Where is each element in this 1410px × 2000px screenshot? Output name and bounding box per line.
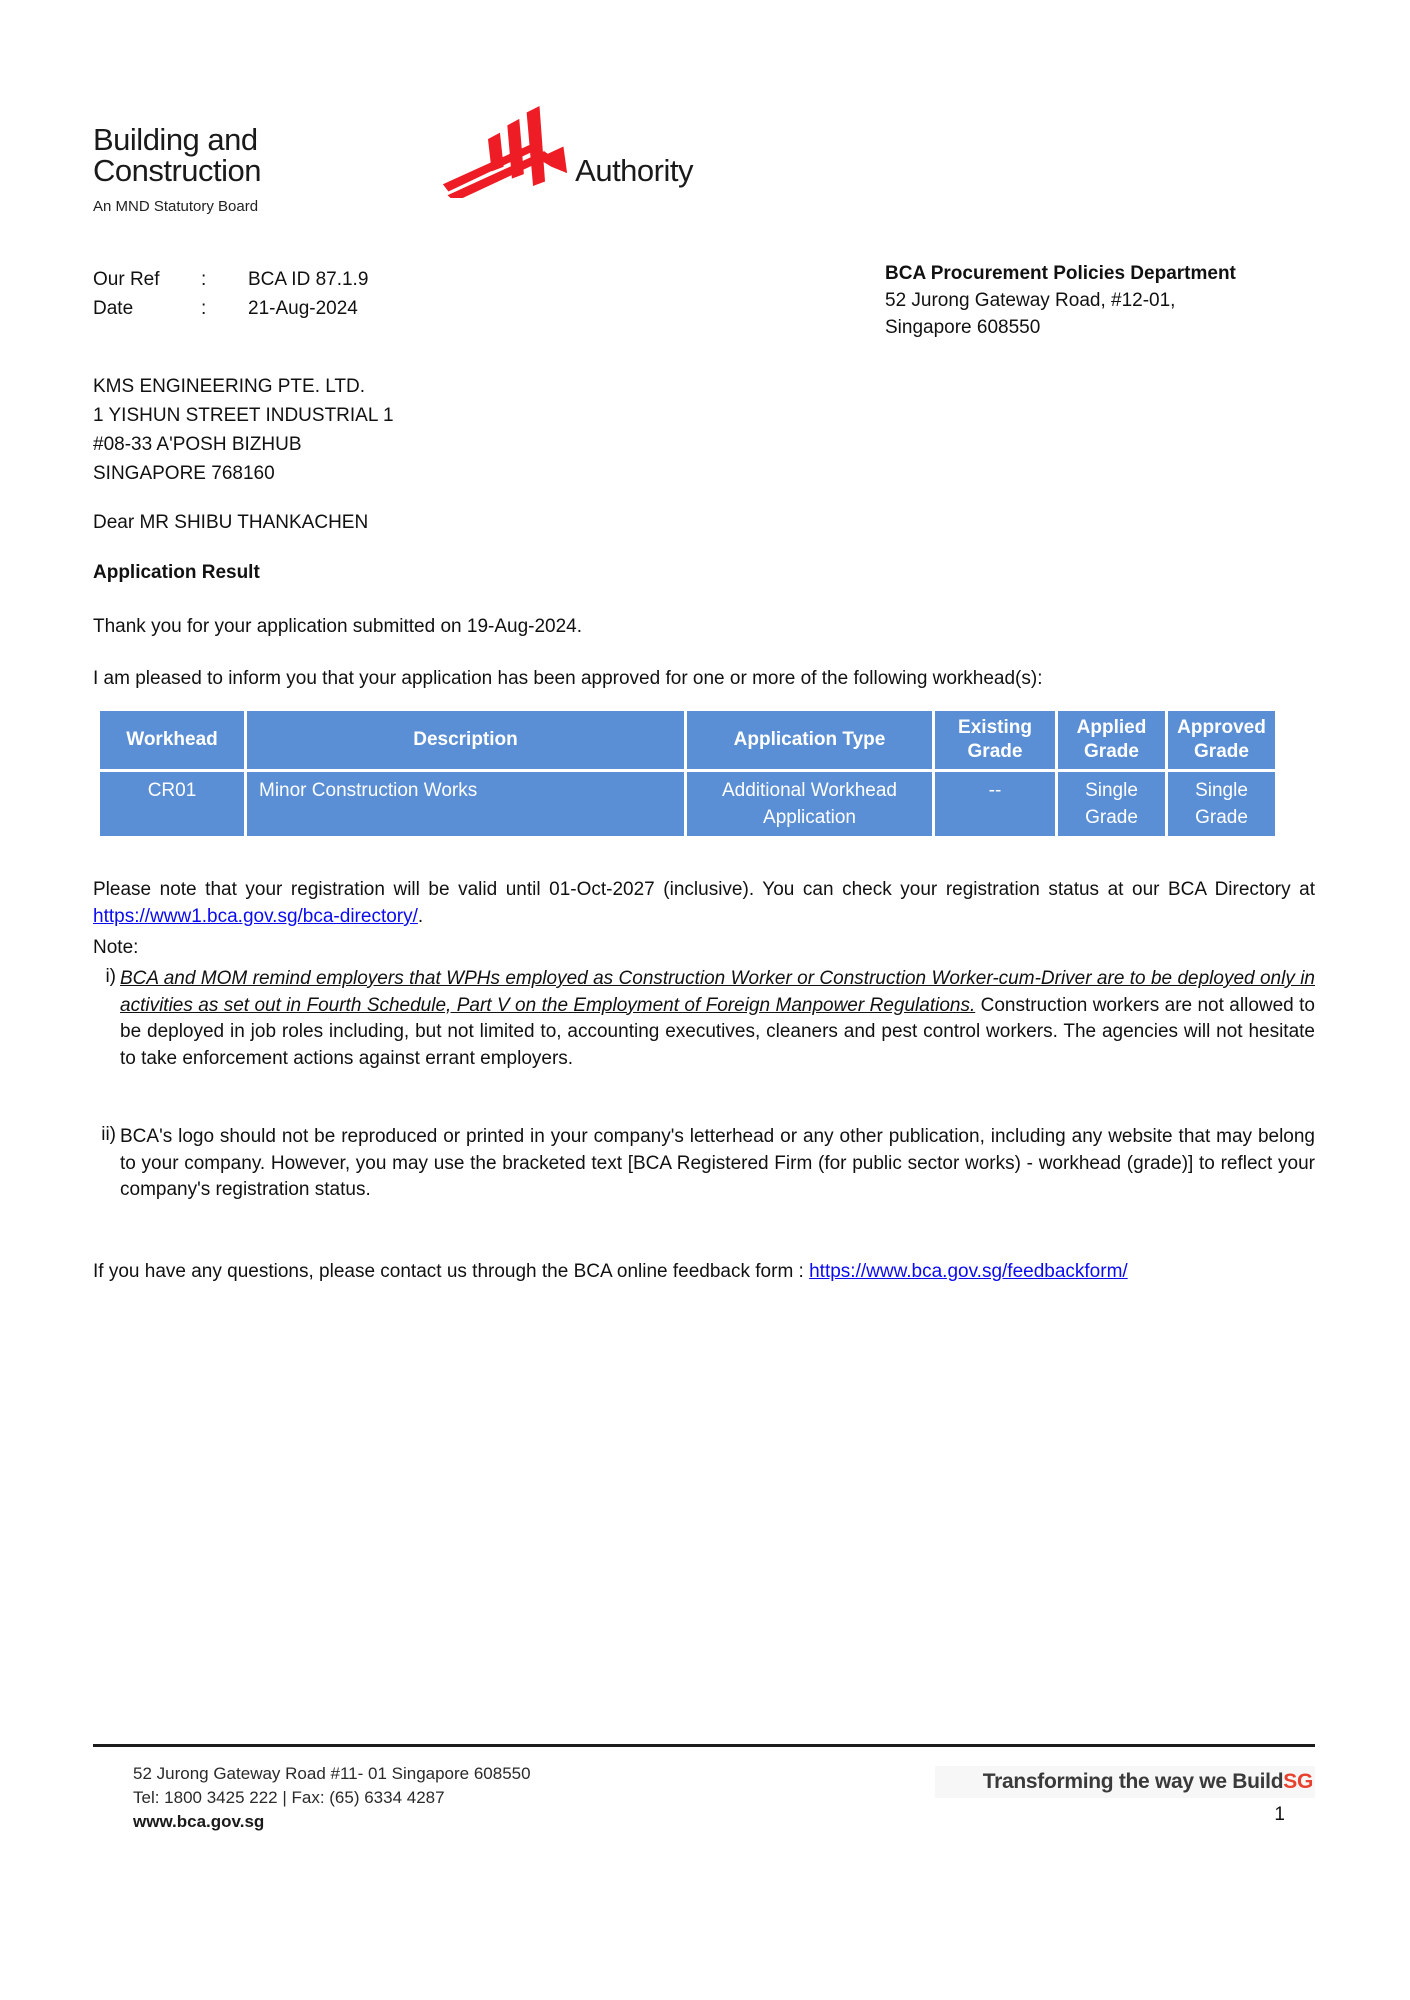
tagline-main: Transforming the way we Build xyxy=(982,1770,1284,1793)
logo-text-authority: Authority xyxy=(575,153,693,188)
our-ref-value: BCA ID 87.1.9 xyxy=(248,269,369,290)
date-value: 21-Aug-2024 xyxy=(248,298,358,319)
header-application-type: Application Type xyxy=(686,710,934,771)
cell-existing-grade: -- xyxy=(934,771,1057,838)
footer-address-block xyxy=(133,1762,531,1834)
date-colon: : xyxy=(201,298,207,319)
tagline-accent-sg: SG xyxy=(1283,1770,1313,1793)
note-label: Note: xyxy=(93,937,139,958)
paragraph-feedback xyxy=(93,1258,1315,1285)
header-applied-grade: Applied Grade xyxy=(1057,710,1167,771)
note-2-marker: ii) xyxy=(101,1124,116,1145)
note-1-emphasis: BCA and MOM remind employers that WPHs employed as Construction Worker or Construction Worker-cum-Driver are to be deployed only in activities as set out in Fourth Schedule, Part V on the Employment of Foreign Manpower Regulations. xyxy=(120,968,1315,1016)
footer-address: 52 Jurong Gateway Road #11- 01 Singapore 608550 xyxy=(133,1764,531,1783)
bca-logo-icon xyxy=(441,106,569,198)
cell-applied-grade: Single Grade xyxy=(1057,771,1167,838)
feedback-form-link[interactable]: https://www.bca.gov.sg/feedbackform/ xyxy=(809,1261,1128,1282)
footer-contact: Tel: 1800 3425 222 | Fax: (65) 6334 4287 xyxy=(133,1788,445,1807)
page-number: 1 xyxy=(1274,1804,1285,1825)
note-2-body: BCA's logo should not be reproduced or printed in your company's letterhead or any other publication, including any website that may belong to your company. However, you may use the bracketed text [BCA Registered Firm (for public sector works) - workhead (grade)] to reflect your company's registration status. xyxy=(120,1126,1315,1200)
footer-tagline xyxy=(935,1766,1315,1798)
department-name: BCA Procurement Policies Department xyxy=(885,263,1236,284)
feedback-text: If you have any questions, please contact us through the BCA online feedback form : xyxy=(93,1261,810,1282)
salutation: Dear MR SHIBU THANKACHEN xyxy=(93,512,369,533)
cell-description: Minor Construction Works xyxy=(246,771,686,838)
letter-heading: Application Result xyxy=(93,562,260,583)
note-1-marker: i) xyxy=(105,966,116,987)
note-1-body xyxy=(120,966,1315,1072)
note-item-1 xyxy=(93,966,1315,1072)
header-description: Description xyxy=(246,710,686,771)
workhead-table xyxy=(97,708,1278,839)
table-row xyxy=(99,771,1277,838)
recipient-address-line3: SINGAPORE 768160 xyxy=(93,463,275,484)
footer-divider xyxy=(93,1744,1315,1747)
paragraph-validity xyxy=(93,876,1315,930)
header-workhead: Workhead xyxy=(99,710,246,771)
recipient-address-line1: 1 YISHUN STREET INDUSTRIAL 1 xyxy=(93,405,394,426)
cell-approved-grade: Single Grade xyxy=(1167,771,1277,838)
department-address-line2: Singapore 608550 xyxy=(885,317,1041,338)
note-item-2 xyxy=(93,1124,1315,1204)
bca-directory-link[interactable]: https://www1.bca.gov.sg/bca-directory/ xyxy=(93,906,418,927)
recipient-address xyxy=(93,372,394,488)
validity-text-before: Please note that your registration will be valid until 01-Oct-2027 (inclusive). You can check your registration status at our BCA Directory at xyxy=(93,879,1315,900)
paragraph-thanks: Thank you for your application submitted on 19-Aug-2024. xyxy=(93,616,583,637)
our-ref-label: Our Ref xyxy=(93,269,160,290)
header-approved-grade: Approved Grade xyxy=(1167,710,1277,771)
recipient-company: KMS ENGINEERING PTE. LTD. xyxy=(93,376,366,397)
date-label: Date xyxy=(93,298,134,319)
cell-workhead: CR01 xyxy=(99,771,246,838)
footer-website: www.bca.gov.sg xyxy=(133,1812,265,1831)
recipient-address-line2: #08-33 A'POSH BIZHUB xyxy=(93,434,302,455)
date-row xyxy=(93,294,368,323)
workhead-table-wrap xyxy=(97,708,1278,839)
bca-logo xyxy=(93,106,693,215)
reference-block xyxy=(93,265,368,323)
cell-application-type: Additional Workhead Application xyxy=(686,771,934,838)
department-address xyxy=(885,260,1236,341)
logo-text-building-construction: Building and Construction xyxy=(93,122,262,188)
our-ref-row xyxy=(93,265,368,294)
validity-text-after: . xyxy=(417,906,424,927)
paragraph-approved: I am pleased to inform you that your application has been approved for one or more of the following workhead(s): xyxy=(93,668,1043,689)
logo-subtext: An MND Statutory Board xyxy=(93,198,259,215)
department-address-line1: 52 Jurong Gateway Road, #12-01, xyxy=(885,290,1176,311)
header-existing-grade: Existing Grade xyxy=(934,710,1057,771)
note-1-rest: Construction workers are not allowed to be deployed in job roles including, but not limited to, accounting executives, cleaners and pest control workers. The agencies will not hesitate to take enforcement actions against errant employers. xyxy=(120,994,1315,1069)
our-ref-colon: : xyxy=(201,269,207,290)
table-header-row xyxy=(99,710,1277,771)
